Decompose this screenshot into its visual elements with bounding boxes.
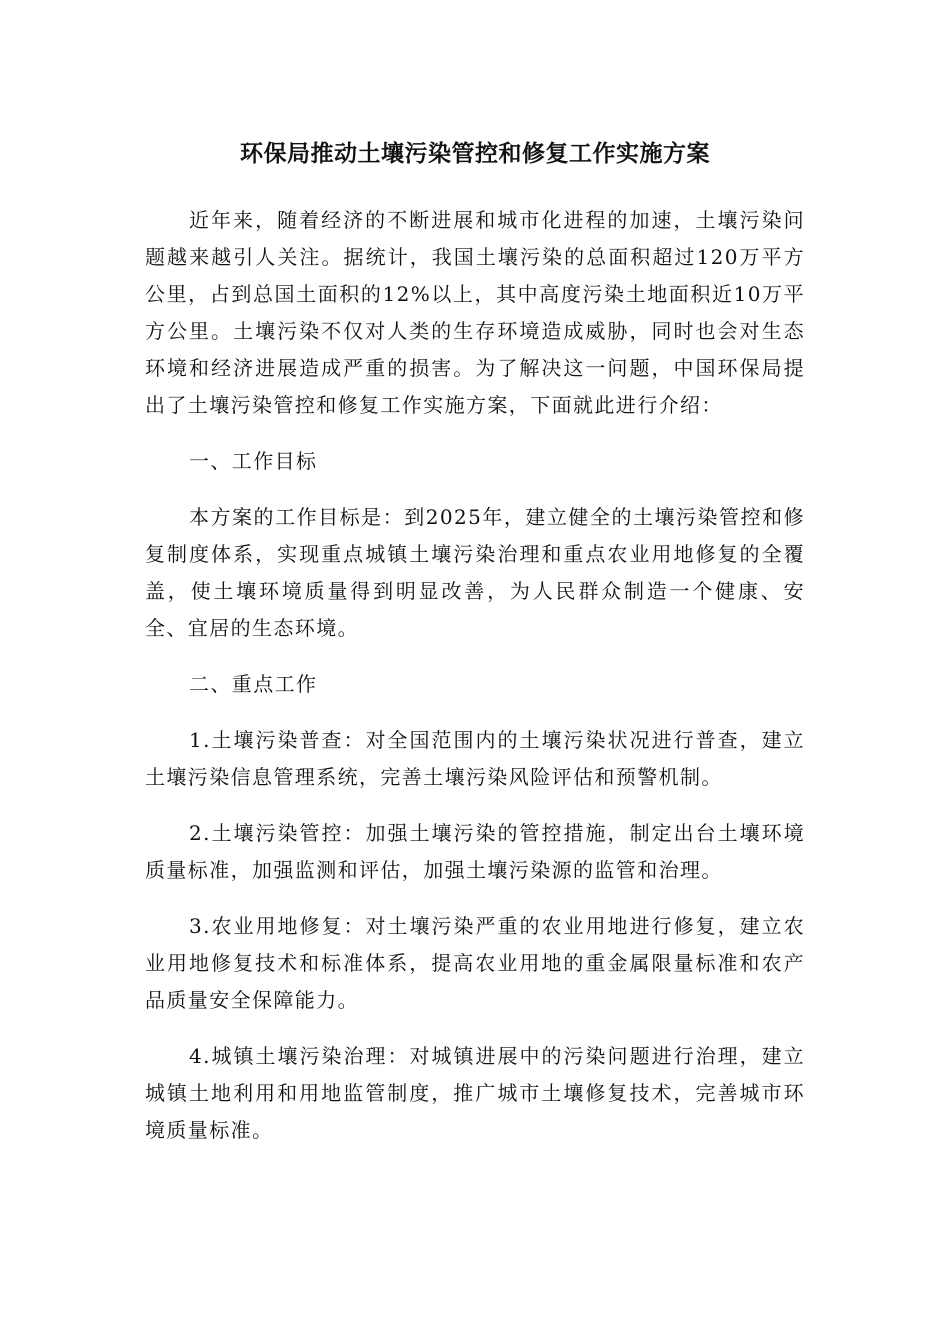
section-heading-goals: 一、工作目标 (189, 449, 318, 473)
section-heading-key-work: 二、重点工作 (189, 672, 318, 696)
intro-paragraph: 近年来，随着经济的不断进展和城市化进程的加速，土壤污染问题越来越引人关注。据统计，我国土壤污染的总面积超过120万平方公里，占到总国土面积的12%以上，其中高度污染土地面积近10万平方公里。土壤污染不仅对人类的生存环境造成威胁，同时也会对生态环境和经济进展造成严重的损害。为了解决这一问题，中国环保局提出了土壤污染管控和修复工作实施方案，下面就此进行介绍： (145, 208, 805, 417)
key-work-item-3: 3.农业用地修复：对土壤污染严重的农业用地进行修复，建立农业用地修复技术和标准体系，提高农业用地的重金属限量标准和农产品质量安全保障能力。 (145, 914, 805, 1012)
key-work-item-2: 2.土壤污染管控：加强土壤污染的管控措施，制定出台土壤环境质量标准，加强监测和评估，加强土壤污染源的监管和治理。 (145, 821, 805, 882)
document-body (145, 202, 805, 1168)
key-work-item-4: 4.城镇土壤污染治理：对城镇进展中的污染问题进行治理，建立城镇土地利用和用地监管制度，推广城市土壤修复技术，完善城市环境质量标准。 (145, 1044, 805, 1142)
document-title: 环保局推动土壤污染管控和修复工作实施方案 (240, 141, 710, 167)
key-work-item-1: 1.土壤污染普查：对全国范围内的土壤污染状况进行普查，建立土壤污染信息管理系统，完善土壤污染风险评估和预警机制。 (145, 728, 805, 789)
goals-paragraph: 本方案的工作目标是：到2025年，建立健全的土壤污染管控和修复制度体系，实现重点城镇土壤污染治理和重点农业用地修复的全覆盖，使土壤环境质量得到明显改善，为人民群众制造一个健康、安全、宜居的生态环境。 (145, 505, 805, 640)
